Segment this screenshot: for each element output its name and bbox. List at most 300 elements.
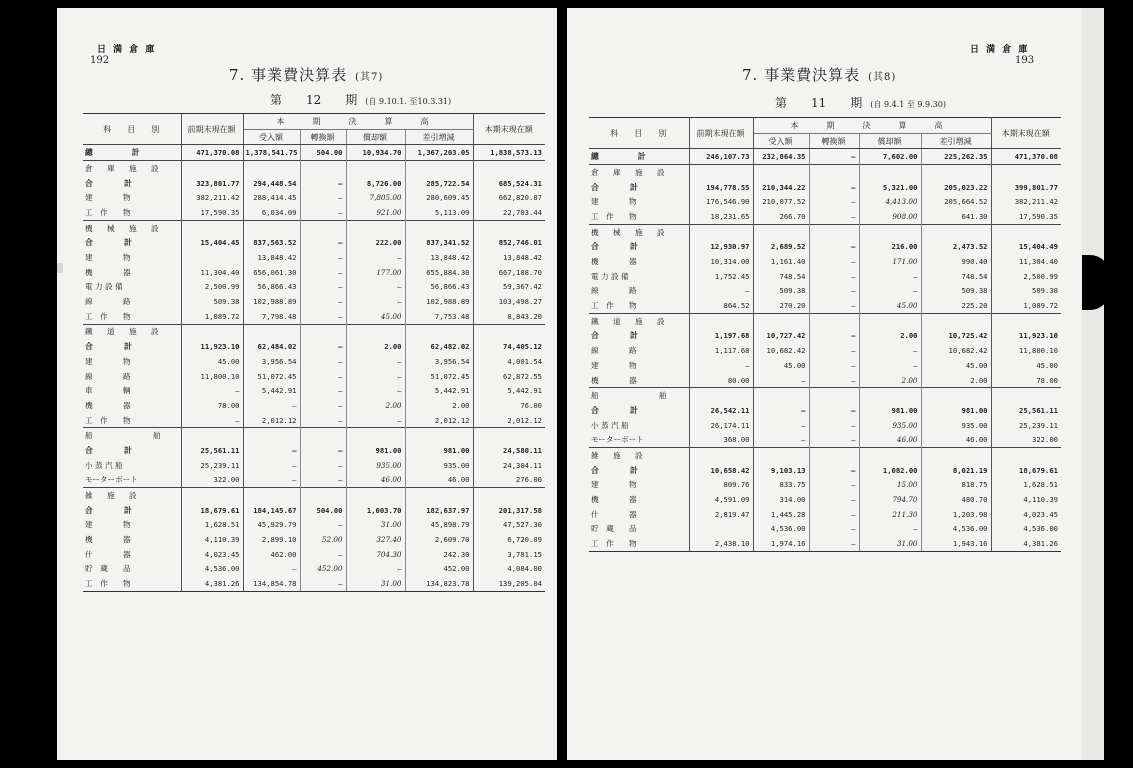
- transfer-amount: —: [300, 190, 346, 205]
- depreciation-amount: 45.00: [346, 309, 405, 324]
- subtotal-row: [589, 149, 1061, 165]
- depreciation-amount: 45.00: [859, 298, 921, 313]
- depreciation-amount: 171.00: [859, 254, 921, 269]
- table-row: [83, 398, 545, 413]
- row-label: 合 計: [83, 176, 181, 191]
- prev-amount: 18,231.65: [689, 209, 753, 224]
- net-change: 8,021.19: [921, 463, 991, 478]
- depreciation-amount: [346, 324, 405, 339]
- table-row: [589, 298, 1061, 313]
- received-amount: —: [243, 473, 300, 488]
- row-label: 小 蒸 汽 船: [589, 418, 689, 433]
- depreciation-amount: 981.00: [346, 443, 405, 458]
- end-amount: 685,524.31: [473, 176, 545, 191]
- end-amount: 11,304.40: [991, 254, 1061, 269]
- depreciation-amount: [346, 161, 405, 176]
- received-amount: —: [243, 398, 300, 413]
- received-amount: 210,344.22: [753, 180, 809, 195]
- table-row: [589, 194, 1061, 209]
- table-row: [589, 343, 1061, 358]
- transfer-amount: —: [809, 329, 859, 344]
- prev-amount: [689, 224, 753, 239]
- subtotal-row: [83, 236, 545, 251]
- prev-amount: [181, 324, 243, 339]
- prev-amount: 4,591.09: [689, 492, 753, 507]
- net-change: 935.00: [921, 418, 991, 433]
- row-label: 船 舶: [589, 388, 689, 403]
- row-label: 車 輌: [83, 383, 181, 398]
- row-label: 工 作 物: [589, 209, 689, 224]
- prev-amount: 11,304.40: [181, 265, 243, 280]
- transfer-amount: —: [809, 298, 859, 313]
- end-amount: 4,536.00: [991, 522, 1061, 537]
- depreciation-amount: [859, 313, 921, 328]
- received-amount: 748.54: [753, 269, 809, 284]
- depreciation-amount: [859, 388, 921, 403]
- row-label: 建 物: [589, 478, 689, 493]
- table-row: [83, 294, 545, 309]
- received-amount: —: [243, 562, 300, 577]
- end-amount: 74,405.12: [473, 339, 545, 354]
- row-label: 建 物: [83, 250, 181, 265]
- prev-amount: 17,590.35: [181, 205, 243, 220]
- depreciation-amount: —: [859, 522, 921, 537]
- period-number: 第 11 期: [775, 96, 863, 110]
- net-change: [921, 448, 991, 463]
- transfer-amount: —: [300, 413, 346, 428]
- prev-amount: 4,381.26: [181, 576, 243, 591]
- depreciation-amount: [859, 224, 921, 239]
- row-label: 合 計: [83, 236, 181, 251]
- depreciation-amount: 222.00: [346, 236, 405, 251]
- row-label: 合 計: [589, 463, 689, 478]
- col-net: 差引増減: [921, 133, 991, 149]
- col-depreciation: 償却額: [346, 129, 405, 145]
- received-amount: 134,854.78: [243, 576, 300, 591]
- end-amount: 59,367.42: [473, 280, 545, 295]
- row-label: 合 計: [83, 443, 181, 458]
- prev-amount: —: [181, 413, 243, 428]
- net-change: 655,884.30: [405, 265, 473, 280]
- received-amount: [753, 388, 809, 403]
- col-category: 科 目 別: [589, 118, 689, 149]
- prev-amount: 25,561.11: [181, 443, 243, 458]
- transfer-amount: —: [300, 369, 346, 384]
- depreciation-amount: 8,726.00: [346, 176, 405, 191]
- transfer-amount: [300, 220, 346, 235]
- received-amount: 270.20: [753, 298, 809, 313]
- end-amount: [991, 448, 1061, 463]
- table-row: [83, 458, 545, 473]
- depreciation-amount: [859, 165, 921, 180]
- end-amount: 4,023.45: [991, 507, 1061, 522]
- depreciation-amount: 2.00: [859, 329, 921, 344]
- end-amount: 24,580.11: [473, 443, 545, 458]
- row-label: 鐵 道 施 設: [83, 324, 181, 339]
- end-amount: 1,628.51: [991, 478, 1061, 493]
- received-amount: —: [753, 418, 809, 433]
- row-label: 合 計: [589, 240, 689, 255]
- received-amount: 2,689.52: [753, 240, 809, 255]
- received-amount: 51,072.45: [243, 369, 300, 384]
- depreciation-amount: 935.00: [859, 418, 921, 433]
- received-amount: 2,012.12: [243, 413, 300, 428]
- transfer-amount: 52.00: [300, 532, 346, 547]
- prev-amount: 382,211.42: [181, 190, 243, 205]
- table-row: [83, 369, 545, 384]
- prev-amount: —: [689, 358, 753, 373]
- end-amount: 201,317.58: [473, 503, 545, 518]
- left-page: [57, 8, 557, 760]
- net-change: 981.00: [921, 403, 991, 418]
- period-label: [775, 94, 946, 111]
- prev-amount: [689, 388, 753, 403]
- row-label: 貯 蔵 品: [83, 562, 181, 577]
- net-change: 981.00: [405, 443, 473, 458]
- subtotal-row: [83, 503, 545, 518]
- table-row: [83, 562, 545, 577]
- received-amount: 210,077.52: [753, 194, 809, 209]
- depreciation-amount: 5,321.00: [859, 180, 921, 195]
- end-amount: [991, 313, 1061, 328]
- transfer-amount: —: [300, 458, 346, 473]
- title-sub: (其7): [355, 72, 384, 83]
- received-amount: [753, 224, 809, 239]
- title-sub: (其8): [868, 72, 897, 83]
- net-change: 818.75: [921, 478, 991, 493]
- net-change: 51,072.45: [405, 369, 473, 384]
- end-amount: 5,442.91: [473, 383, 545, 398]
- received-amount: 45.00: [753, 358, 809, 373]
- col-net: 差引増減: [405, 129, 473, 145]
- received-amount: 837,563.52: [243, 236, 300, 251]
- received-amount: [243, 220, 300, 235]
- prev-amount: 4,536.00: [181, 562, 243, 577]
- end-amount: 667,188.70: [473, 265, 545, 280]
- transfer-amount: —: [809, 343, 859, 358]
- row-label: 貯 蔵 品: [589, 522, 689, 537]
- transfer-amount: 452.00: [300, 562, 346, 577]
- prev-amount: 26,542.11: [689, 403, 753, 418]
- prev-amount: 4,110.39: [181, 532, 243, 547]
- end-amount: 509.38: [991, 284, 1061, 299]
- row-label: 工 作 物: [589, 298, 689, 313]
- row-label: 工 作 物: [83, 576, 181, 591]
- received-amount: 656,061.30: [243, 265, 300, 280]
- end-amount: 15,404.49: [991, 240, 1061, 255]
- end-amount: [473, 488, 545, 503]
- end-amount: 4,084.00: [473, 562, 545, 577]
- transfer-amount: —: [300, 473, 346, 488]
- received-amount: 102,988.89: [243, 294, 300, 309]
- end-amount: 2,500.99: [991, 269, 1061, 284]
- received-amount: 7,798.48: [243, 309, 300, 324]
- transfer-amount: —: [809, 269, 859, 284]
- row-label: モーターボート: [83, 473, 181, 488]
- row-label: 總 計: [589, 149, 689, 165]
- received-amount: —: [753, 432, 809, 447]
- section-row: [83, 161, 545, 176]
- net-change: 56,866.43: [405, 280, 473, 295]
- ledger-table: [589, 117, 1061, 552]
- net-change: 480.70: [921, 492, 991, 507]
- end-amount: 852,746.01: [473, 236, 545, 251]
- received-amount: [753, 165, 809, 180]
- row-label: 機 器: [83, 398, 181, 413]
- binder-tab: [1082, 255, 1110, 310]
- net-change: 990.40: [921, 254, 991, 269]
- prev-amount: 1,117.68: [689, 343, 753, 358]
- prev-amount: 864.52: [689, 298, 753, 313]
- depreciation-amount: 1,082.00: [859, 463, 921, 478]
- prev-amount: 1,628.51: [181, 518, 243, 533]
- section-row: [83, 324, 545, 339]
- net-change: 280,609.45: [405, 190, 473, 205]
- prev-amount: 12,930.97: [689, 240, 753, 255]
- table-row: [83, 532, 545, 547]
- net-change: 45,898.79: [405, 518, 473, 533]
- received-amount: 10,727.42: [753, 329, 809, 344]
- transfer-amount: —: [300, 443, 346, 458]
- transfer-amount: 504.00: [300, 503, 346, 518]
- net-change: 242.30: [405, 547, 473, 562]
- end-amount: [473, 161, 545, 176]
- net-change: 3,956.54: [405, 354, 473, 369]
- end-amount: 382,211.42: [991, 194, 1061, 209]
- period-range: (自 9.4.1 至 9.9.30): [870, 100, 946, 109]
- row-label: 倉 庫 施 設: [83, 161, 181, 176]
- table-row: [589, 478, 1061, 493]
- table-row: [83, 547, 545, 562]
- end-amount: 471,370.08: [991, 149, 1061, 165]
- net-change: 452.00: [405, 562, 473, 577]
- table-row: [589, 209, 1061, 224]
- prev-amount: 25,239.11: [181, 458, 243, 473]
- received-amount: 10,682.42: [753, 343, 809, 358]
- depreciation-amount: 31.00: [346, 518, 405, 533]
- net-change: 134,823.78: [405, 576, 473, 591]
- period-label: [270, 91, 451, 108]
- net-change: [921, 165, 991, 180]
- depreciation-amount: 2.00: [346, 339, 405, 354]
- table-row: [83, 250, 545, 265]
- section-row: [589, 313, 1061, 328]
- transfer-amount: [300, 161, 346, 176]
- depreciation-amount: 31.00: [859, 536, 921, 551]
- net-change: 182,637.97: [405, 503, 473, 518]
- row-label: 機 器: [83, 265, 181, 280]
- prev-amount: 509.38: [181, 294, 243, 309]
- prev-amount: [689, 522, 753, 537]
- net-change: 10,725.42: [921, 329, 991, 344]
- table-row: [83, 576, 545, 591]
- received-amount: 232,864.35: [753, 149, 809, 165]
- net-change: [921, 224, 991, 239]
- end-amount: 4,381.26: [991, 536, 1061, 551]
- received-amount: 3,956.54: [243, 354, 300, 369]
- binder-edge: [1082, 8, 1104, 760]
- depreciation-amount: 10,934.70: [346, 145, 405, 161]
- depreciation-amount: 981.00: [859, 403, 921, 418]
- end-amount: 139,205.04: [473, 576, 545, 591]
- received-amount: 13,848.42: [243, 250, 300, 265]
- depreciation-amount: 7,602.00: [859, 149, 921, 165]
- depreciation-amount: [346, 488, 405, 503]
- end-amount: [473, 428, 545, 443]
- received-amount: 1,974.16: [753, 536, 809, 551]
- section-row: [589, 165, 1061, 180]
- row-label: 合 計: [83, 503, 181, 518]
- received-amount: 509.38: [753, 284, 809, 299]
- title-text: 7. 事業費決算表: [742, 66, 861, 84]
- subtotal-row: [83, 443, 545, 458]
- transfer-amount: —: [809, 194, 859, 209]
- depreciation-amount: 327.40: [346, 532, 405, 547]
- transfer-amount: —: [300, 309, 346, 324]
- row-label: 工 作 物: [83, 205, 181, 220]
- col-end: 本期末現在額: [991, 118, 1061, 149]
- prev-amount: 323,801.77: [181, 176, 243, 191]
- end-amount: 76.00: [473, 398, 545, 413]
- net-change: 2,473.52: [921, 240, 991, 255]
- prev-amount: [181, 250, 243, 265]
- end-amount: 8,843.20: [473, 309, 545, 324]
- net-change: 62,482.02: [405, 339, 473, 354]
- received-amount: 45,929.79: [243, 518, 300, 533]
- table-row: [589, 418, 1061, 433]
- end-amount: 18,679.61: [991, 463, 1061, 478]
- table-row: [589, 492, 1061, 507]
- net-change: 10,682.42: [921, 343, 991, 358]
- net-change: 13,848.42: [405, 250, 473, 265]
- row-label: 工 作 物: [83, 309, 181, 324]
- received-amount: [243, 428, 300, 443]
- table-row: [83, 413, 545, 428]
- row-label: 倉 庫 施 設: [589, 165, 689, 180]
- net-change: 1,943.16: [921, 536, 991, 551]
- prev-amount: 1,197.68: [689, 329, 753, 344]
- net-change: 205,023.22: [921, 180, 991, 195]
- row-label: 機 器: [589, 254, 689, 269]
- prev-amount: [689, 448, 753, 463]
- col-current-group: 本 期 決 算 高: [243, 114, 473, 130]
- transfer-amount: [809, 165, 859, 180]
- received-amount: 314.00: [753, 492, 809, 507]
- received-amount: [243, 324, 300, 339]
- net-change: [921, 388, 991, 403]
- depreciation-amount: [346, 428, 405, 443]
- end-amount: 2,012.12: [473, 413, 545, 428]
- depreciation-amount: —: [346, 250, 405, 265]
- end-amount: 3,781.15: [473, 547, 545, 562]
- transfer-amount: [300, 428, 346, 443]
- row-label: 什 器: [83, 547, 181, 562]
- row-label: 建 物: [589, 194, 689, 209]
- end-amount: 62,872.55: [473, 369, 545, 384]
- depreciation-amount: 211.30: [859, 507, 921, 522]
- depreciation-amount: 216.00: [859, 240, 921, 255]
- row-label: 合 計: [589, 180, 689, 195]
- transfer-amount: —: [809, 254, 859, 269]
- net-change: 2,012.12: [405, 413, 473, 428]
- row-label: 機 器: [589, 373, 689, 388]
- received-amount: 1,161.40: [753, 254, 809, 269]
- row-label: 工 作 物: [83, 413, 181, 428]
- prev-amount: [181, 220, 243, 235]
- net-change: 1,203.98: [921, 507, 991, 522]
- section-row: [589, 388, 1061, 403]
- depreciation-amount: 177.00: [346, 265, 405, 280]
- right-page: [567, 8, 1082, 760]
- table-row: [589, 254, 1061, 269]
- transfer-amount: [300, 488, 346, 503]
- table-row: [83, 309, 545, 324]
- transfer-amount: —: [809, 180, 859, 195]
- received-amount: 6,034.09: [243, 205, 300, 220]
- received-amount: 462.00: [243, 547, 300, 562]
- end-amount: 78.00: [991, 373, 1061, 388]
- col-transfer: 轉換額: [809, 133, 859, 149]
- transfer-amount: —: [809, 418, 859, 433]
- end-amount: 17,590.35: [991, 209, 1061, 224]
- depreciation-amount: 46.00: [859, 432, 921, 447]
- net-change: [921, 313, 991, 328]
- row-label: 機 器: [83, 532, 181, 547]
- row-label: 機 器: [589, 492, 689, 507]
- received-amount: 833.75: [753, 478, 809, 493]
- transfer-amount: 504.00: [300, 145, 346, 161]
- table-row: [589, 536, 1061, 551]
- net-change: 46.00: [921, 432, 991, 447]
- row-label: 線 路: [83, 369, 181, 384]
- net-change: 102,988.89: [405, 294, 473, 309]
- row-label: 鐵 道 施 設: [589, 313, 689, 328]
- section-row: [83, 488, 545, 503]
- table-row: [83, 473, 545, 488]
- prev-amount: 194,778.55: [689, 180, 753, 195]
- row-label: 電 力 設 備: [589, 269, 689, 284]
- depreciation-amount: —: [859, 284, 921, 299]
- end-amount: 24,304.11: [473, 458, 545, 473]
- depreciation-amount: —: [346, 562, 405, 577]
- received-amount: 4,536.00: [753, 522, 809, 537]
- prev-amount: 15,404.45: [181, 236, 243, 251]
- depreciation-amount: 921.00: [346, 205, 405, 220]
- table-row: [589, 507, 1061, 522]
- end-amount: 22,703.44: [473, 205, 545, 220]
- transfer-amount: —: [300, 250, 346, 265]
- depreciation-amount: 935.00: [346, 458, 405, 473]
- received-amount: —: [753, 403, 809, 418]
- prev-amount: 2,500.99: [181, 280, 243, 295]
- transfer-amount: —: [300, 294, 346, 309]
- depreciation-amount: [859, 448, 921, 463]
- transfer-amount: —: [300, 576, 346, 591]
- row-label: 機 械 施 設: [83, 220, 181, 235]
- net-change: 1,367,203.05: [405, 145, 473, 161]
- section-row: [83, 220, 545, 235]
- page-number: 193: [1015, 55, 1035, 66]
- page-header: 日 満 倉 庫: [970, 45, 1030, 55]
- depreciation-amount: 31.00: [346, 576, 405, 591]
- net-change: [405, 428, 473, 443]
- received-amount: 9,103.13: [753, 463, 809, 478]
- prev-amount: 11,800.10: [181, 369, 243, 384]
- transfer-amount: [809, 388, 859, 403]
- table-row: [83, 518, 545, 533]
- transfer-amount: —: [300, 280, 346, 295]
- transfer-amount: —: [300, 383, 346, 398]
